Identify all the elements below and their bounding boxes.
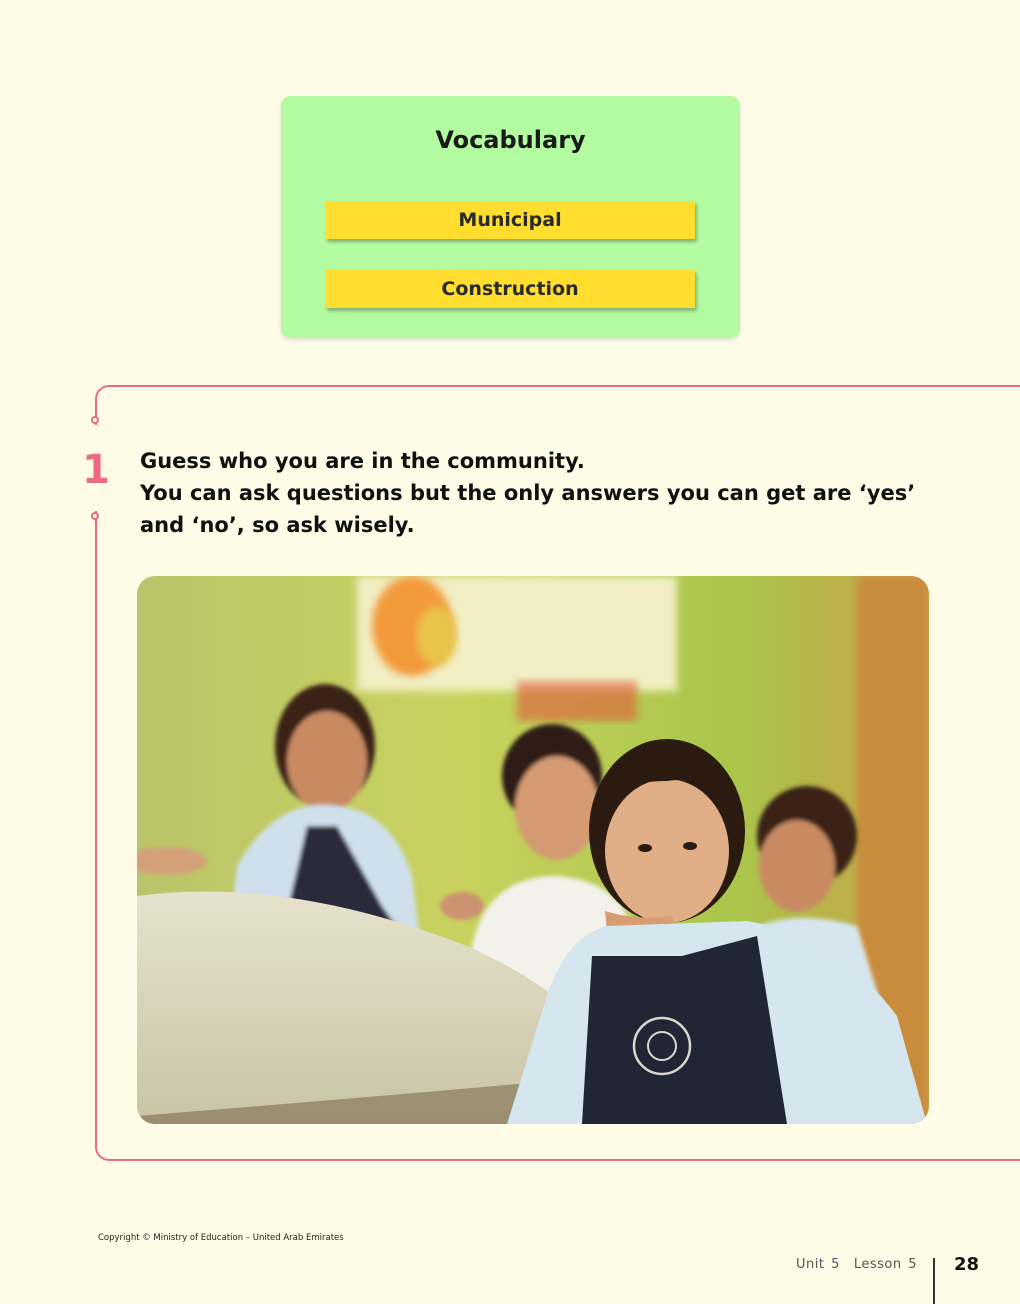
lesson-label: Lesson 5 (853, 1257, 918, 1272)
vocabulary-word-construction: Construction (325, 270, 695, 308)
copyright-notice: Copyright © Ministry of Education – United Arab Emirates (98, 1233, 344, 1243)
activity-instructions (140, 445, 960, 541)
footer-divider (933, 1258, 935, 1304)
vocabulary-word-municipal: Municipal (325, 201, 695, 239)
unit-label: Unit 5 (796, 1257, 840, 1272)
instruction-line-2: You can ask questions but the only answers you can get are ‘yes’ and ‘no’, so ask wisely. (140, 481, 916, 537)
frame-dot-top (91, 416, 99, 424)
vocabulary-box (281, 96, 740, 338)
classroom-photo (137, 576, 929, 1124)
unit-lesson-label (796, 1257, 917, 1272)
vocabulary-title: Vocabulary (435, 126, 586, 154)
frame-dot-bottom (91, 512, 99, 520)
instruction-line-1: Guess who you are in the community. (140, 449, 585, 473)
activity-number: 1 (82, 447, 110, 493)
page-number: 28 (954, 1254, 980, 1275)
